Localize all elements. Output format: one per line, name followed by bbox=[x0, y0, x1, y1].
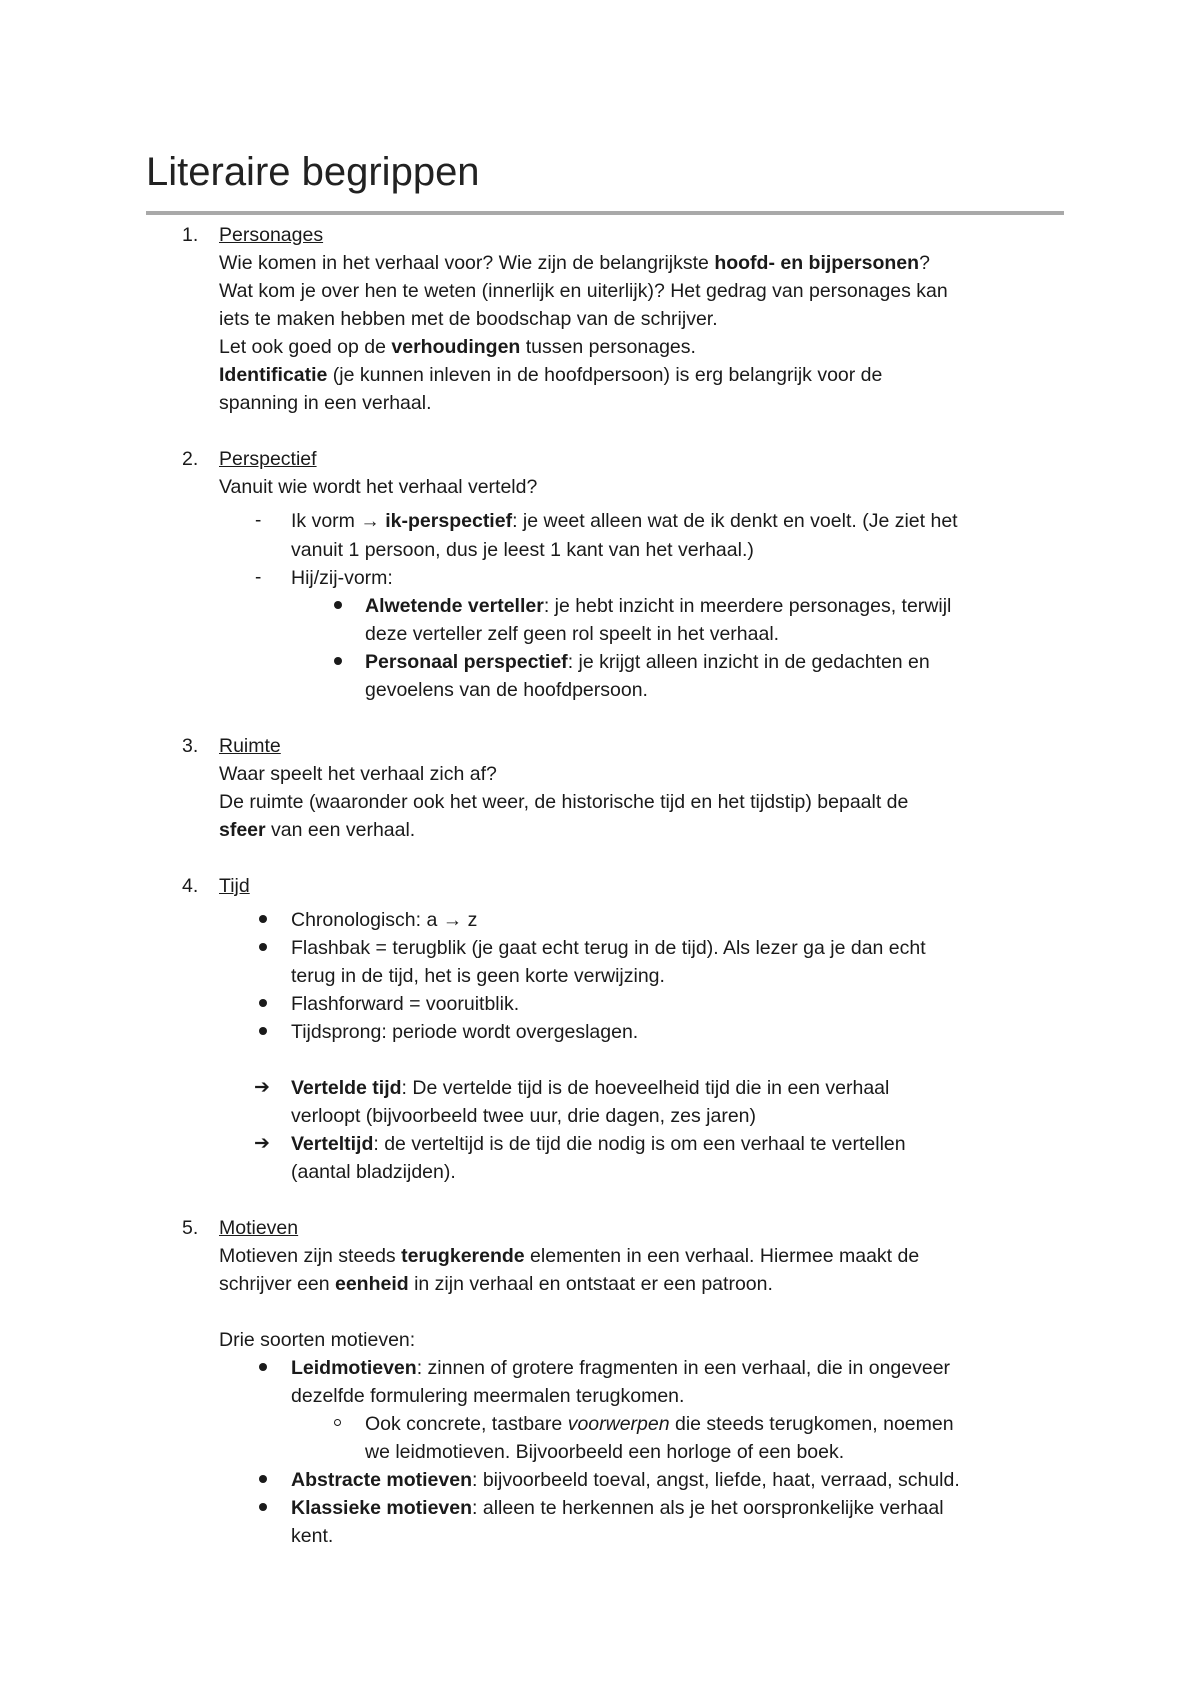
bullet-icon bbox=[259, 1475, 267, 1483]
paragraph-line: schrijver een eenheid in zijn verhaal en ontstaat er een patroon. bbox=[219, 1273, 773, 1295]
list-item: Hij/zij-vorm: bbox=[291, 567, 393, 589]
paragraph-line: Drie soorten motieven: bbox=[219, 1329, 416, 1351]
list-item: Tijdsprong: periode wordt overgeslagen. bbox=[291, 1021, 639, 1043]
section-4-number: 4. bbox=[182, 875, 199, 897]
list-item: Personaal perspectief: je krijgt alleen inzicht in de gedachten en bbox=[365, 651, 930, 673]
bullet-icon bbox=[259, 943, 267, 951]
paragraph-line: De ruimte (waaronder ook het weer, de historische tijd en het tijdstip) bepaalt de bbox=[219, 791, 909, 813]
hollow-bullet-icon bbox=[334, 1419, 341, 1426]
dash-bullet: - bbox=[255, 510, 262, 531]
title-divider bbox=[146, 211, 1064, 215]
bullet-icon bbox=[334, 657, 342, 665]
section-5-number: 5. bbox=[182, 1217, 199, 1239]
list-item: Vertelde tijd: De vertelde tijd is de hoeveelheid tijd die in een verhaal bbox=[291, 1077, 890, 1099]
bullet-icon bbox=[259, 1363, 267, 1371]
list-item-continuation: verloopt (bijvoorbeeld twee uur, drie dagen, zes jaren) bbox=[291, 1105, 757, 1127]
list-item: Flashbak = terugblik (je gaat echt terug in de tijd). Als lezer ga je dan echt bbox=[291, 937, 926, 959]
paragraph-line: Wat kom je over hen te weten (innerlijk en uiterlijk)? Het gedrag van personages kan bbox=[219, 280, 948, 302]
paragraph-line: Vanuit wie wordt het verhaal verteld? bbox=[219, 476, 538, 498]
list-item: Alwetende verteller: je hebt inzicht in meerdere personages, terwijl bbox=[365, 595, 952, 617]
list-item: Verteltijd: de verteltijd is de tijd die nodig is om een verhaal te vertellen bbox=[291, 1133, 906, 1155]
paragraph-line: spanning in een verhaal. bbox=[219, 392, 432, 414]
list-item: Leidmotieven: zinnen of grotere fragmenten in een verhaal, die in ongeveer bbox=[291, 1357, 951, 1379]
list-item-continuation: dezelfde formulering meermalen terugkomen. bbox=[291, 1385, 685, 1407]
paragraph-line: Identificatie (je kunnen inleven in de hoofdpersoon) is erg belangrijk voor de bbox=[219, 364, 883, 386]
list-item: Ook concrete, tastbare voorwerpen die steeds terugkomen, noemen bbox=[365, 1413, 954, 1435]
bullet-icon bbox=[334, 601, 342, 609]
paragraph-line: sfeer van een verhaal. bbox=[219, 819, 416, 841]
bullet-icon bbox=[259, 999, 267, 1007]
list-item-continuation: (aantal bladzijden). bbox=[291, 1161, 456, 1183]
section-1-number: 1. bbox=[182, 224, 199, 246]
list-item-continuation: vanuit 1 persoon, dus je leest 1 kant van het verhaal.) bbox=[291, 539, 754, 561]
section-4-heading: Tijd bbox=[219, 875, 250, 897]
paragraph-line: Wie komen in het verhaal voor? Wie zijn de belangrijkste hoofd- en bijpersonen? bbox=[219, 252, 930, 274]
bullet-icon bbox=[259, 1027, 267, 1035]
bullet-icon bbox=[259, 1503, 267, 1511]
paragraph-line: Waar speelt het verhaal zich af? bbox=[219, 763, 497, 785]
dash-bullet: - bbox=[255, 567, 262, 588]
list-item: Flashforward = vooruitblik. bbox=[291, 993, 520, 1015]
section-2-number: 2. bbox=[182, 448, 199, 470]
list-item-continuation: kent. bbox=[291, 1525, 334, 1547]
page-title: Literaire begrippen bbox=[146, 150, 480, 194]
paragraph-line: Let ook goed op de verhoudingen tussen personages. bbox=[219, 336, 696, 358]
list-item: Abstracte motieven: bijvoorbeeld toeval, angst, liefde, haat, verraad, schuld. bbox=[291, 1469, 960, 1491]
list-item-continuation: deze verteller zelf geen rol speelt in het verhaal. bbox=[365, 623, 780, 645]
section-3-number: 3. bbox=[182, 735, 199, 757]
list-item: Ik vorm → ik-perspectief: je weet alleen wat de ik denkt en voelt. (Je ziet het bbox=[291, 510, 958, 532]
paragraph-line: iets te maken hebben met de boodschap van de schrijver. bbox=[219, 308, 718, 330]
section-2-heading: Perspectief bbox=[219, 448, 317, 470]
arrow-bullet-icon: ➔ bbox=[254, 1133, 270, 1154]
list-item: Chronologisch: a → z bbox=[291, 909, 478, 931]
arrow-bullet-icon: ➔ bbox=[254, 1077, 270, 1098]
list-item-continuation: terug in de tijd, het is geen korte verwijzing. bbox=[291, 965, 665, 987]
list-item-continuation: gevoelens van de hoofdpersoon. bbox=[365, 679, 648, 701]
section-3-heading: Ruimte bbox=[219, 735, 281, 757]
list-item-continuation: we leidmotieven. Bijvoorbeeld een horloge of een boek. bbox=[365, 1441, 845, 1463]
section-5-heading: Motieven bbox=[219, 1217, 299, 1239]
bullet-icon bbox=[259, 915, 267, 923]
list-item: Klassieke motieven: alleen te herkennen als je het oorspronkelijke verhaal bbox=[291, 1497, 944, 1519]
paragraph-line: Motieven zijn steeds terugkerende elementen in een verhaal. Hiermee maakt de bbox=[219, 1245, 920, 1267]
section-1-heading: Personages bbox=[219, 224, 324, 246]
